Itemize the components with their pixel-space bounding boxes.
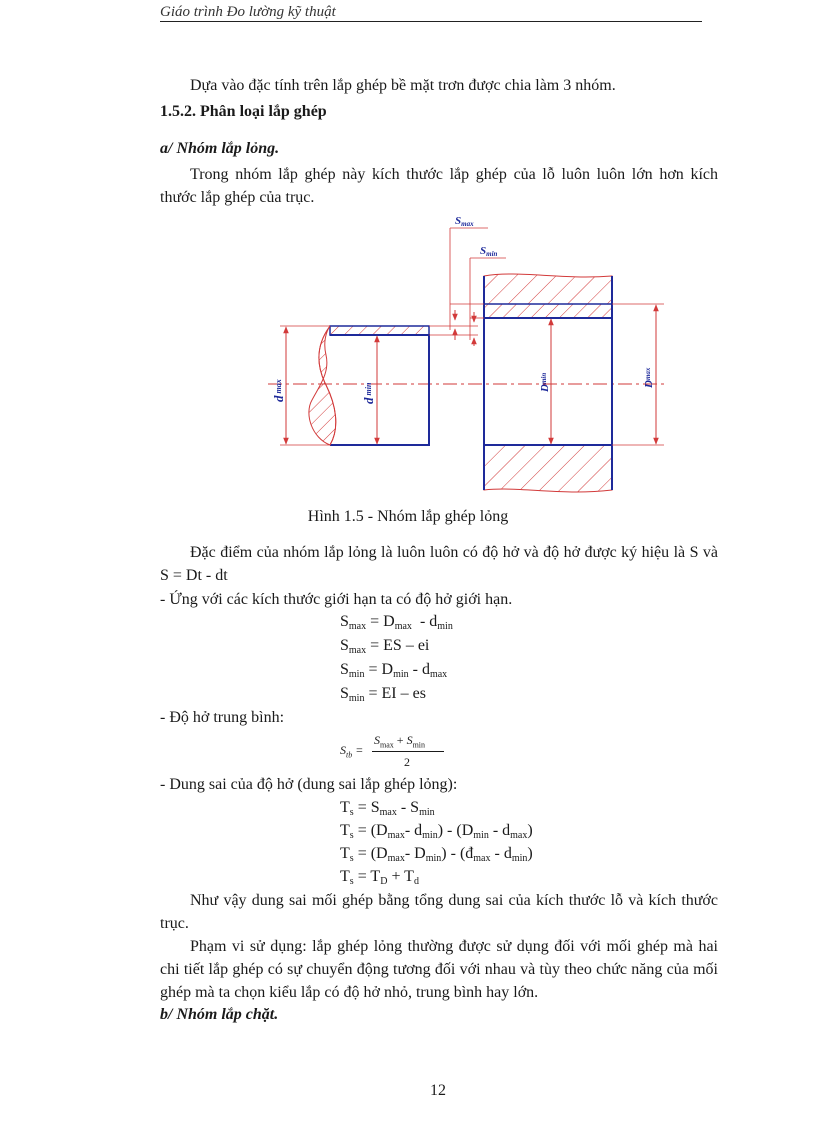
figure-caption: Hình 1.5 - Nhóm lắp ghép lỏng [307, 508, 509, 525]
sum-paragraph: Như vậy dung sai mối ghép bằng tổng dung sai của kích thước lỗ và kích thước trục. [160, 892, 718, 932]
section-title: 1.5.2. Phân loại lắp ghép [160, 103, 327, 120]
tolerance-formula-1: $T_s = S_{max} - S_{min}$ [340, 799, 435, 818]
running-header: Giáo trình Đo lường kỹ thuật [160, 4, 336, 20]
bullet-average: - Độ hở trung bình: [160, 709, 285, 726]
formula-smax-1: $S_{max} = D_{max} - d_{min}$ [340, 613, 453, 632]
smax-label: Smax [455, 215, 474, 228]
formula-smin-2: $S_{min}$ = EI – es [340, 685, 426, 704]
scope-paragraph: Phạm vi sử dụng: lắp ghép lỏng thường được sử dụng đối với mối ghép mà hai chi tiết lắp ghép có sự chuyển động tương đối với nhau và tùy theo chức năng của mối ghép mà ta chọn kiểu lắp có độ hở nhỏ, trung bình hay lớn. [160, 938, 718, 1001]
paragraph-a: Trong nhóm lắp ghép này kích thước lắp ghép của lỗ luôn luôn lớn hơn kích thước lắp ghép của trục. [160, 166, 718, 206]
hole-tolerance-band [484, 304, 612, 318]
page-number: 12 [430, 1082, 446, 1099]
formula-smin-1: $S_{min} = D_{min} - d_{max}$ [340, 661, 448, 680]
dmax-label: d max [271, 379, 286, 402]
subsection-b-title: b/ Nhóm lắp chặt. [160, 1006, 279, 1023]
intro-paragraph: Dựa vào đặc tính trên lắp ghép bề mặt trơn được chia làm 3 nhóm. [190, 77, 616, 94]
bullet-limit: - Ứng với các kích thước giới hạn ta có độ hở giới hạn. [160, 591, 513, 608]
header-rule [160, 21, 702, 22]
shaft-break-section [309, 326, 336, 445]
document-page: Giáo trình Đo lường kỹ thuật Dựa vào đặc tính trên lắp ghép bề mặt trơn được chia làm 3 nhóm. 1.5.2. Phân loại lắp ghép a/ Nhóm lắp lỏng. Trong nhóm lắp ghép này kích thước lắp ghép của lỗ luôn luôn lớn hơn kích thước lắp ghép của trục. Smax Smin d max d min Dmin Dmax Hình 1.5 - Nhóm lắp ghép lỏng Đặc điểm của nhóm lắp lỏng là luôn luôn có độ hở và độ hở được ký hiệu là S và S = Dt - dt - Ứng với các kích thước giới hạn ta có độ hở giới hạn. $S_{max} = D_{max} - d_{min}$ $S_{max}$ = ES – ei $S_{min} = D_{min} - d_{max}$ $S_{min}$ = EI – es - Độ hở trung bình: $S_{tb}$ = $S_{max} + S_{min}$ 2 - Dung sai của độ hở (dung sai lắp ghép lỏng): $T_s = S_{max} - S_{min}$ $T_s = (D_{max}-$ $d_{min}) - (D_{min} - d_{max})$ $T_s = (D_{max}-$ $D_{min}$) - $(đ_{max} - d_{min})$ $T_s = T_D + T_d$ Như vậy dung sai mối ghép bằng tổng dung sai của kích thước lỗ và kích thước trục. Phạm vi sử dụng: lắp ghép lỏng thường được sử dụng đối với mối ghép mà hai chi tiết lắp ghép có sự chuyển động tương đối với nhau và tùy theo chức năng của mối ghép mà ta chọn kiểu lắp có độ hở nhỏ, trung bình hay lớn. b/ Nhóm lắp chặt. 12 [0, 0, 816, 1123]
tolerance-formula-4: $T_s = T_D + T_d$ [340, 868, 419, 887]
hole-bottom-wall [484, 445, 612, 492]
shaft-break-line [319, 326, 336, 445]
tolerance-formula-2: $T_s = (D_{max}-$ $d_{min}) - (D_{min} - d_{max})$ [340, 822, 533, 841]
hole-top-wall [484, 274, 612, 304]
shaft-body [330, 335, 429, 445]
subsection-a-title: a/ Nhóm lắp lỏng. [160, 140, 280, 157]
Dmax-label: Dmax [643, 367, 655, 388]
bullet-tolerance: - Dung sai của độ hở (dung sai lắp ghép lỏng): [160, 776, 458, 793]
shaft-tolerance-band [330, 326, 429, 335]
dmin-label: d min [361, 382, 376, 404]
tolerance-formula-3: $T_s = (D_{max}-$ $D_{min}$) - $(đ_{max} - d_{min})$ [340, 845, 533, 864]
formula-smax-2: $S_{max}$ = ES – ei [340, 637, 430, 656]
feature-paragraph: Đặc điểm của nhóm lắp lỏng là luôn luôn có độ hở và độ hở được ký hiệu là S và S = Dt - dt [160, 544, 718, 584]
Dmin-label: Dmin [539, 372, 551, 392]
smin-label: Smin [480, 245, 498, 258]
